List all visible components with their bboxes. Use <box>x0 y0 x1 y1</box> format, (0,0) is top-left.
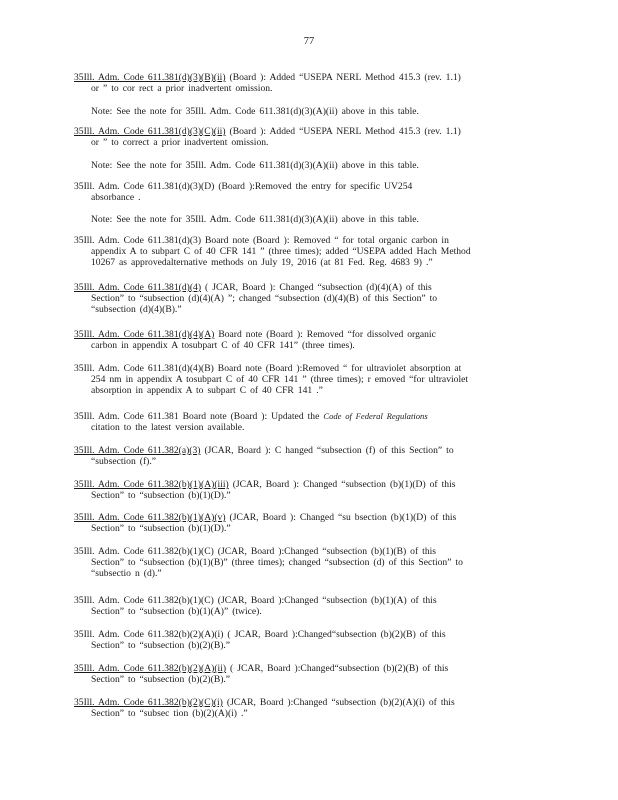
table-note: Note: See the note for 35Ill. Adm. Code 611.381(d)(3)(A)(ii) above in this table. <box>91 106 419 117</box>
code-citation: 35Ill. Adm. Code 611.381(d)(4) <box>74 282 202 293</box>
page-number: 77 <box>303 36 315 47</box>
code-citation: 35Ill. Adm. Code 611.381(d)(4)(B) <box>74 363 214 374</box>
amendment-entry: 35Ill. Adm. Code 611.382(a)(3) (JCAR, Board ): C hanged “subsection (f) of this Section” to “subsection (f).” <box>74 445 454 468</box>
amendment-entry: 35Ill. Adm. Code 611.382(b)(2)(A)(i) ( JCAR, Board ):Changed“subsection (b)(2)(B) of this Section” to “subsection (b)(2)(B).” <box>74 629 446 652</box>
code-citation: 35Ill. Adm. Code 611.381(d)(3)(D) <box>74 181 215 192</box>
code-citation: 35Ill. Adm. Code 611.381(d)(3) <box>74 235 202 246</box>
code-citation: 35Ill. Adm. Code 611.381 <box>74 411 179 422</box>
code-citation: 35Ill. Adm. Code 611.382(b)(1)(A)(v) <box>74 512 226 523</box>
code-citation: 35Ill. Adm. Code 611.381(d)(4)(A) <box>74 329 215 340</box>
code-citation: 35Ill. Adm. Code 611.382(a)(3) <box>74 445 201 456</box>
italic-title: Code of Federal Regulations <box>323 411 428 421</box>
code-citation: 35Ill. Adm. Code 611.382(b)(2)(A)(i) <box>74 629 224 640</box>
code-citation: 35Ill. Adm. Code 611.382(b)(1)(C) <box>74 546 214 557</box>
amendment-entry: 35Ill. Adm. Code 611.382(b)(1)(C) (JCAR, Board ):Changed “subsection (b)(1)(B) of this Section” to “subsection (b)(1)(B)” (three times); changed “subsection (d) of this Section” to “subsectio n (d).” <box>74 546 463 580</box>
code-citation: 35Ill. Adm. Code 611.382(b)(1)(C) <box>74 595 214 606</box>
amendment-entry: 35Ill. Adm. Code 611.382(b)(1)(C) (JCAR, Board ):Changed “subsection (b)(1)(A) of this Section” to “subsection (b)(1)(A)” (twice). <box>74 595 437 618</box>
code-citation: 35Ill. Adm. Code 611.381(d)(3)(C)(ii) <box>74 126 226 137</box>
code-citation: 35Ill. Adm. Code 611.382(b)(1)(A)(iii) <box>74 479 229 490</box>
amendment-entry: 35Ill. Adm. Code 611.382(b)(1)(A)(v) (JCAR, Board ): Changed “su bsection (b)(1)(D) of this Section” to “subsection (b)(1)(D).” <box>74 512 457 535</box>
amendment-entry: 35Ill. Adm. Code 611.382(b)(1)(A)(iii) (JCAR, Board ): Changed “subsection (b)(1)(D) of this Section” to “subsection (b)(1)(D).” <box>74 479 456 502</box>
code-citation: 35Ill. Adm. Code 611.382(b)(2)(A)(ii) <box>74 663 227 674</box>
table-note: Note: See the note for 35Ill. Adm. Code 611.381(d)(3)(A)(ii) above in this table. <box>91 214 419 225</box>
code-citation: 35Ill. Adm. Code 611.382(b)(2)(C)(i) <box>74 697 223 708</box>
amendment-entry: 35Ill. Adm. Code 611.381(d)(4)(B) Board note (Board ):Removed “ for ultraviolet absorption at 254 nm in appendix A tosubpart C of 40 CFR 141 ” (three times); r emoved “for ultraviolet absorption in appendix A to subpart C of 40 CFR 141 .” <box>74 363 469 397</box>
amendment-entry: 35Ill. Adm. Code 611.381(d)(3) Board note (Board ): Removed “ for total organic carbon in appendix A to subpart C of 40 CFR 141 ” (three times); added “USEPA added Hach Method 10267 as approvedalternative methods on July 19, 2016 (at 81 Fed. Reg. 4683 9) .” <box>74 235 471 269</box>
table-note: Note: See the note for 35Ill. Adm. Code 611.381(d)(3)(A)(ii) above in this table. <box>91 160 419 171</box>
amendment-entry: 35Ill. Adm. Code 611.381(d)(3)(B)(ii) (Board ): Added “USEPA NERL Method 415.3 (rev. 1.1) or ” to cor rect a prior inadvertent omission. <box>74 72 461 95</box>
amendment-entry: 35Ill. Adm. Code 611.382(b)(2)(A)(ii) ( JCAR, Board ):Changed“subsection (b)(2)(B) of this Section” to “subsection (b)(2)(B).” <box>74 663 449 686</box>
amendment-entry: 35Ill. Adm. Code 611.381 Board note (Board ): Updated the Code of Federal Regulations citation to the latest version available. <box>74 411 428 434</box>
code-citation: 35Ill. Adm. Code 611.381(d)(3)(B)(ii) <box>74 72 226 83</box>
amendment-entry: 35Ill. Adm. Code 611.381(d)(3)(C)(ii) (Board ): Added “USEPA NERL Method 415.3 (rev. 1.1) or ” to correct a prior inadvertent omission. <box>74 126 461 149</box>
amendment-entry: 35Ill. Adm. Code 611.381(d)(4)(A) Board note (Board ): Removed “for dissolved organic carbon in appendix A tosubpart C of 40 CFR 141” (three times). <box>74 329 436 352</box>
amendment-entry: 35Ill. Adm. Code 611.382(b)(2)(C)(i) (JCAR, Board ):Changed “subsection (b)(2)(A)(i) of this Section” to “subsec tion (b)(2)(A)(i) .” <box>74 697 455 720</box>
amendment-entry: 35Ill. Adm. Code 611.381(d)(3)(D) (Board ):Removed the entry for specific UV254 absorbance . <box>74 181 413 204</box>
amendment-entry: 35Ill. Adm. Code 611.381(d)(4) ( JCAR, Board ): Changed “subsection (d)(4)(A) of this Section” to “subsection (d)(4)(A) ”; changed “subsection (d)(4)(B) of this Section” to “subsection (d)(4)(B).” <box>74 282 438 316</box>
